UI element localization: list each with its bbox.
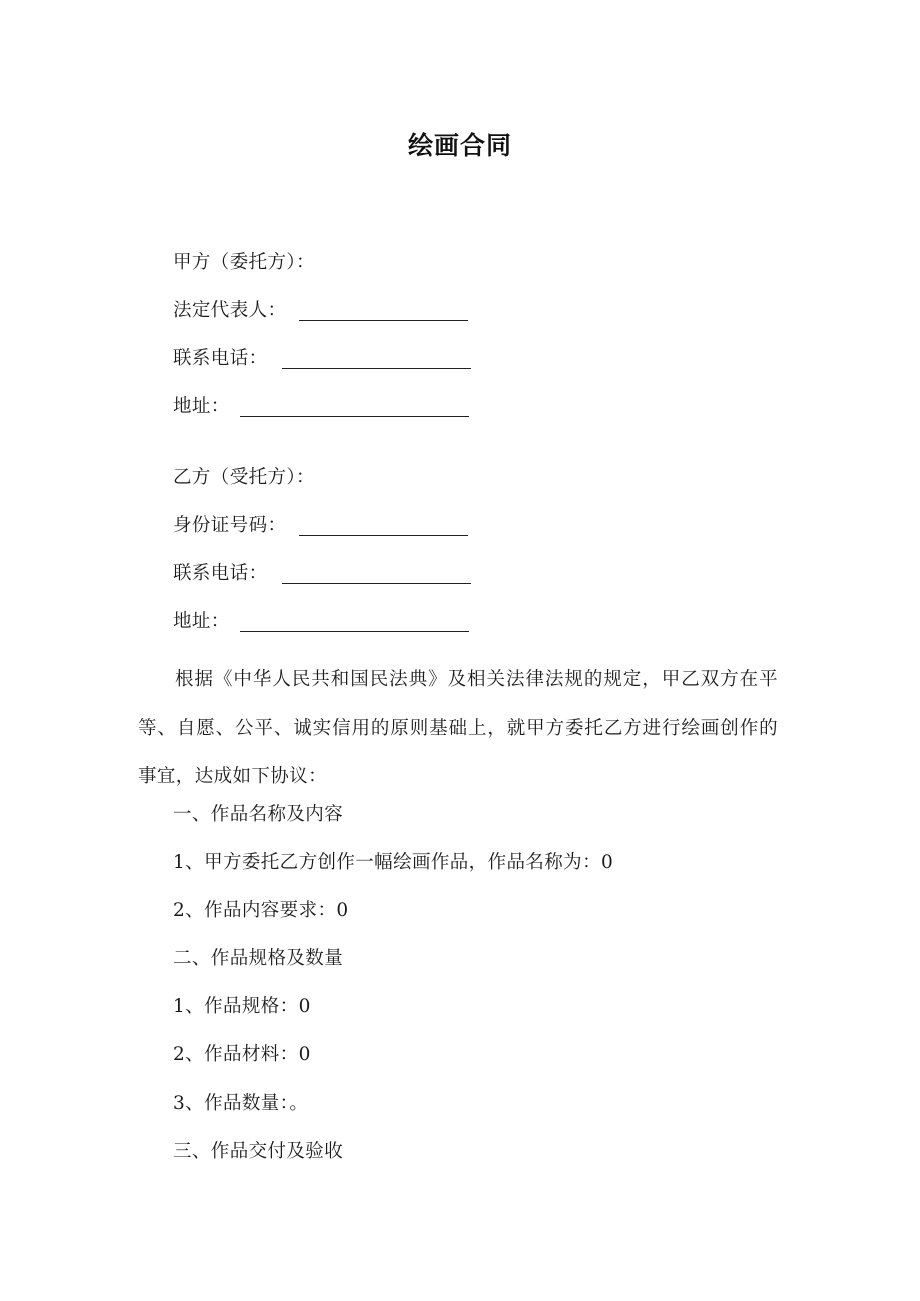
party-b-address-field: [173, 608, 469, 636]
party-b-id-label: 身份证号码：: [173, 515, 287, 536]
party-b-address-label: 地址：: [173, 611, 230, 632]
section2-item2: 2、作品材料：0: [173, 1044, 311, 1065]
section2-item1: 1、作品规格：0: [173, 996, 311, 1017]
section1-heading: 一、作品名称及内容: [173, 804, 344, 825]
party-b-phone-field: [173, 560, 471, 588]
party-a-phone-blank[interactable]: [282, 348, 471, 369]
party-b-phone-blank[interactable]: [282, 563, 471, 584]
party-b-address-blank[interactable]: [240, 611, 469, 632]
party-a-heading: 甲方（委托方）：: [173, 252, 315, 273]
section1-item2: 2、作品内容要求：0: [173, 900, 349, 921]
party-b-heading: 乙方（受托方）：: [173, 467, 315, 488]
party-a-address-blank[interactable]: [240, 396, 469, 417]
party-b-id-blank[interactable]: [299, 515, 468, 536]
party-a-address-label: 地址：: [173, 396, 230, 417]
party-a-rep-field: [173, 297, 468, 325]
party-a-rep-label: 法定代表人：: [173, 300, 287, 321]
party-b-id-field: [173, 512, 468, 540]
section3-heading: 三、作品交付及验收: [173, 1141, 344, 1162]
section2-heading: 二、作品规格及数量: [173, 948, 344, 969]
party-a-rep-blank[interactable]: [299, 300, 468, 321]
party-b-phone-label: 联系电话：: [173, 563, 268, 584]
section2-item3: 3、作品数量：。: [173, 1093, 309, 1114]
party-a-phone-label: 联系电话：: [173, 348, 268, 369]
preamble-paragraph: 根据《中华人民共和国民法典》及相关法律法规的规定，甲乙双方在平等、自愿、公平、诚实信用的原则基础上，就甲方委托乙方进行绘画创作的事宜，达成如下协议：: [138, 669, 778, 787]
document-title: 绘画合同: [407, 131, 512, 160]
party-a-phone-field: [173, 345, 471, 373]
section1-item1: 1、甲方委托乙方创作一幅绘画作品，作品名称为：0: [173, 852, 614, 873]
party-a-address-field: [173, 393, 469, 421]
